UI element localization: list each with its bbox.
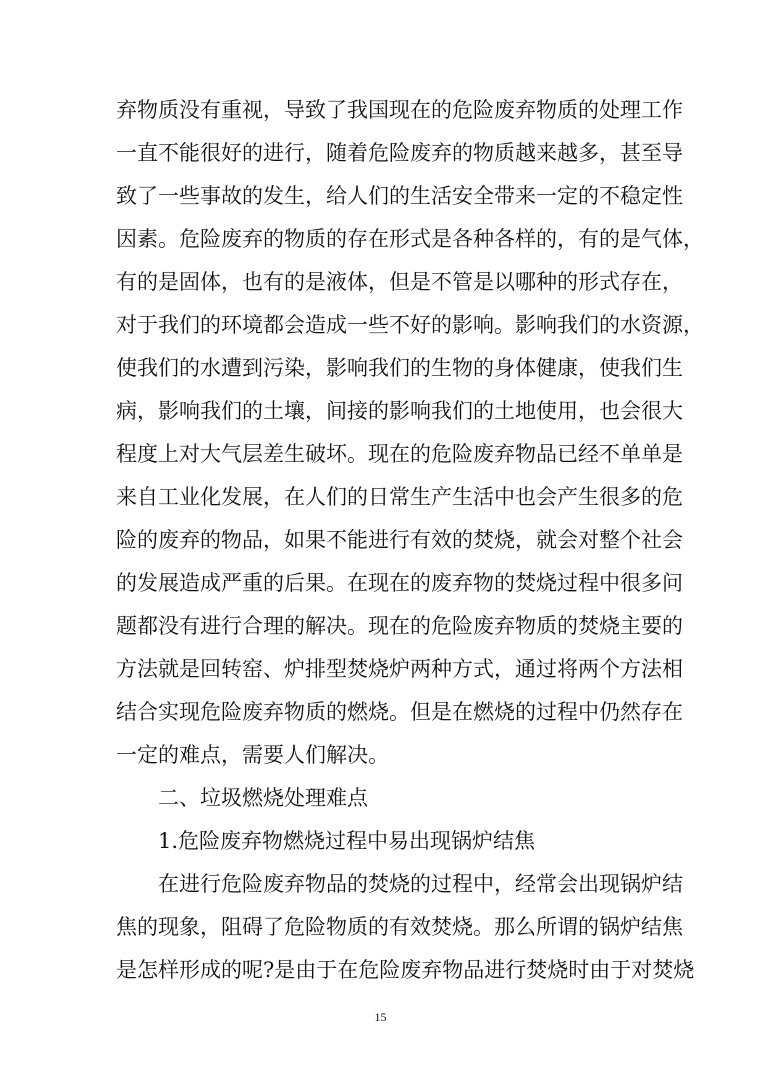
body-line-7: 使我们的水遭到污染，影响我们的生物的身体健康，使我们生	[116, 356, 683, 380]
body-line-16: 一定的难点，需要人们解决。	[116, 743, 389, 767]
section-heading: 二、垃圾燃烧处理难点	[158, 786, 368, 810]
page-number: 15	[374, 1010, 387, 1024]
body-line-3: 致了一些事故的发生，给人们的生活安全带来一定的不稳定性	[116, 184, 683, 208]
body-line-9: 程度上对大气层差生破坏。现在的危险废弃物品已经不单单是	[116, 442, 683, 466]
para2-line-1: 在进行危险废弃物品的焚烧的过程中，经常会出现锅炉结	[158, 872, 683, 896]
body-line-13: 题都没有进行合理的解决。现在的危险废弃物质的焚烧主要的	[116, 614, 683, 638]
body-line-2: 一直不能很好的进行，随着危险废弃的物质越来越多，甚至导	[116, 141, 683, 165]
body-line-8: 病，影响我们的土壤，间接的影响我们的土地使用，也会很大	[116, 399, 683, 423]
body-line-15: 结合实现危险废弃物质的燃烧。但是在燃烧的过程中仍然存在	[116, 700, 683, 724]
para2-line-3: 是怎样形成的呢?是由于在危险废弃物品进行焚烧时由于对焚烧	[116, 958, 695, 982]
body-line-5: 有的是固体，也有的是液体，但是不管是以哪种的形式存在，	[116, 270, 683, 294]
body-line-12: 的发展造成严重的后果。在现在的废弃物的焚烧过程中很多问	[116, 571, 683, 595]
subsection-heading: 1.危险废弃物燃烧过程中易出现锅炉结焦	[158, 829, 536, 853]
body-line-6: 对于我们的环境都会造成一些不好的影响。影响我们的水资源，	[116, 313, 704, 337]
body-line-1: 弃物质没有重视，导致了我国现在的危险废弃物质的处理工作	[116, 98, 683, 122]
body-line-4: 因素。危险废弃的物质的存在形式是各种各样的，有的是气体，	[116, 227, 704, 251]
para2-line-2: 焦的现象，阻碍了危险物质的有效焚烧。那么所谓的锅炉结焦	[116, 915, 683, 939]
body-line-14: 方法就是回转窑、炉排型焚烧炉两种方式，通过将两个方法相	[116, 657, 683, 681]
body-line-11: 险的废弃的物品，如果不能进行有效的焚烧，就会对整个社会	[116, 528, 683, 552]
body-line-10: 来自工业化发展，在人们的日常生产生活中也会产生很多的危	[116, 485, 683, 509]
